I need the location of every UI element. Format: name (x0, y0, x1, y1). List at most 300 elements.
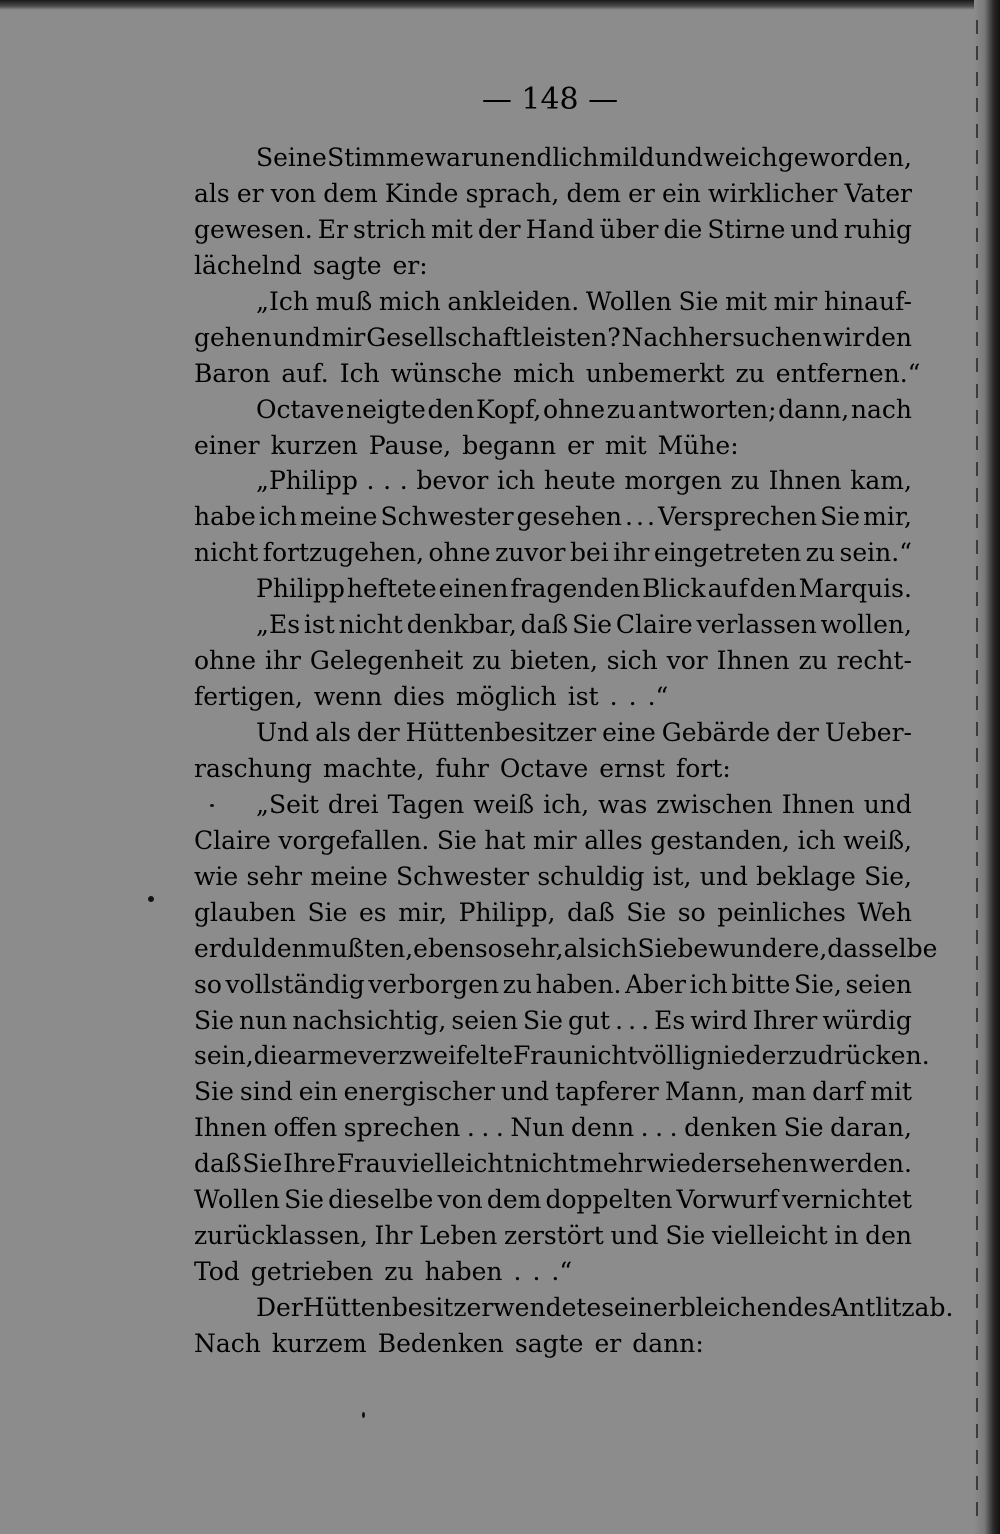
word: ich, (543, 789, 590, 819)
word: den (427, 394, 475, 424)
word: sprach, (465, 178, 560, 208)
word: völlig (637, 1041, 707, 1071)
word: war (424, 143, 474, 172)
scan-speck (362, 1412, 365, 1418)
word: wiedersehen (646, 1149, 809, 1179)
word: kam, (850, 466, 912, 496)
text-line (194, 463, 912, 499)
word: ist, (652, 861, 692, 891)
word: . (628, 1005, 637, 1035)
text-line (194, 787, 912, 823)
word: schuldig (537, 861, 645, 891)
word: gehen (194, 322, 272, 352)
word: der (477, 214, 521, 244)
word: Mühe: (657, 430, 739, 460)
top-scan-edge (0, 0, 1000, 10)
word: es (358, 897, 387, 927)
word: erbleichendes (652, 1293, 832, 1322)
text-line (194, 643, 912, 679)
word: weiß (473, 789, 535, 819)
text-line (194, 248, 912, 284)
word: . (640, 1113, 649, 1143)
word: „Es (256, 610, 301, 640)
word: ebensosehr, (413, 933, 564, 963)
text-line (194, 679, 912, 715)
word: geworden, (777, 143, 912, 172)
text-line (194, 320, 912, 356)
word: Stimme (327, 143, 425, 172)
word: ankleiden. (447, 286, 580, 316)
word: eine (602, 718, 656, 747)
word: er (567, 430, 594, 460)
word: nicht (514, 1149, 579, 1179)
word: mich (378, 286, 441, 316)
word: Gesellschaft (366, 322, 522, 352)
word: Tod (194, 1257, 240, 1287)
word: ruhig (843, 214, 912, 244)
text-line (194, 1110, 912, 1146)
word: zu (502, 969, 532, 999)
word: einen (438, 574, 509, 604)
word: Sie (820, 502, 861, 532)
word: erdulden (194, 933, 308, 963)
word: ich (497, 466, 536, 496)
text-line (194, 859, 912, 895)
text-line (194, 1003, 912, 1039)
word: wendete (493, 1293, 602, 1322)
word: denken (684, 1113, 778, 1143)
word: dem (566, 178, 621, 208)
word: verzweifelte (357, 1041, 513, 1071)
text-line (194, 176, 912, 212)
text-line (194, 499, 912, 535)
word: Octave (256, 394, 345, 424)
word: Octave (499, 753, 589, 783)
word: und (654, 143, 704, 172)
word: habe (194, 502, 256, 532)
word: energischer (343, 1077, 495, 1107)
word: tapferer (555, 1077, 659, 1107)
word: nicht (194, 538, 259, 568)
word: ohne (543, 394, 606, 424)
word: daß (520, 610, 569, 640)
word: auf. (281, 358, 329, 388)
word: . (669, 1113, 678, 1143)
word: zuvor (495, 538, 566, 568)
word: ein (298, 1077, 338, 1107)
word: Kinde (384, 178, 459, 208)
word: Ihnen (716, 646, 790, 676)
word: zu (798, 646, 828, 676)
word: Baron (194, 358, 271, 388)
word: machte, (323, 753, 425, 783)
word: ohne (194, 646, 257, 676)
scan-speck (210, 804, 214, 807)
word: Sie (436, 825, 477, 855)
text-line (194, 751, 912, 787)
word: Sie (572, 610, 613, 640)
word: bieten, (510, 646, 598, 676)
text-line (194, 392, 912, 428)
word: Es (654, 1005, 686, 1035)
word: sein.“ (839, 538, 912, 568)
word: als (194, 178, 230, 208)
word: nachsichtig, (292, 1005, 447, 1035)
word: arme (292, 1041, 358, 1071)
word: Marquis. (798, 574, 912, 604)
word: Nachher (621, 322, 732, 352)
word: Schwester (396, 861, 530, 891)
word: ihr (264, 646, 301, 676)
word: sind (239, 1077, 293, 1107)
word: ihr (613, 538, 650, 568)
word: . (495, 1113, 504, 1143)
word: und (272, 322, 321, 352)
word: Wollen (194, 1185, 280, 1215)
word: ohne (428, 538, 491, 568)
word: Philipp (256, 574, 345, 604)
word: . (655, 1113, 664, 1143)
word: raschung (194, 753, 312, 783)
word: dasselbe (827, 933, 938, 963)
word: Sie (307, 897, 348, 927)
word: mir, (863, 502, 912, 532)
word: antworten; (637, 394, 777, 424)
text-line (194, 1182, 912, 1218)
word: wird (690, 1005, 748, 1035)
word: Ihnen (768, 466, 842, 496)
scan-edge-line (976, 20, 978, 1520)
word: Ihnen (781, 789, 855, 819)
word: sagte (514, 1328, 584, 1358)
word: und (699, 861, 748, 891)
word: „Philipp (256, 466, 358, 496)
word: wir (822, 322, 865, 352)
word: . (383, 466, 392, 496)
word: sein (601, 1293, 653, 1322)
word: alles (584, 825, 643, 855)
word: sein, (194, 1041, 254, 1071)
word: gestanden, (650, 825, 790, 855)
word: vorgefallen. (278, 825, 430, 855)
word: . (625, 502, 633, 532)
word: eingetreten (653, 538, 802, 568)
word: als (315, 718, 351, 747)
word: mit (725, 286, 767, 316)
word: Sie (284, 1185, 324, 1215)
word: mit (431, 214, 473, 244)
word: mehr (579, 1149, 646, 1179)
word: über (599, 214, 659, 244)
text-line (194, 1218, 912, 1254)
word: Sie (665, 1221, 706, 1251)
word: den (865, 1221, 912, 1251)
word: er (594, 1328, 622, 1358)
word: sprechen (343, 1113, 461, 1143)
word: wenn (313, 682, 383, 712)
word: Leben (419, 1221, 498, 1251)
word: Blick (642, 574, 706, 604)
word: vielleicht (711, 1221, 828, 1251)
word: Nach (194, 1328, 261, 1358)
text-line (194, 140, 912, 176)
word: werden. (808, 1149, 912, 1179)
word: ist (303, 610, 335, 640)
word: daß (194, 1149, 242, 1179)
word: .“ (647, 682, 669, 712)
word: strich (353, 214, 426, 244)
word: Wollen (585, 286, 672, 316)
word: ist (567, 682, 599, 712)
word: Ich (339, 358, 380, 388)
word: Ihrer (752, 1005, 818, 1035)
word: Vater (844, 178, 912, 208)
word: Hüttenbesitzer (405, 718, 597, 747)
word: Stirne (707, 214, 786, 244)
word: Sie (637, 933, 678, 963)
word: morgen (624, 466, 722, 496)
word: Hüttenbesitzer (302, 1293, 494, 1322)
word: daß (567, 897, 615, 927)
word: suchen (732, 322, 822, 352)
word: fuhr (435, 753, 489, 783)
word: unendlich (473, 143, 599, 172)
text-line (194, 931, 938, 967)
word: zu (606, 394, 637, 424)
word: Sie (242, 1149, 283, 1179)
word: Claire (194, 825, 271, 855)
word: ab. (914, 1293, 954, 1322)
text-line (194, 967, 912, 1003)
word: zu (472, 646, 502, 676)
word: muß (315, 286, 373, 316)
text-line (194, 284, 912, 320)
word: vor (666, 646, 708, 676)
text-line (194, 571, 912, 607)
word: kurzen (270, 430, 358, 460)
word: leisten? (522, 322, 621, 352)
word: Antlitz (831, 1293, 915, 1322)
word: drei (327, 789, 379, 819)
word: . (399, 466, 408, 496)
word: Sie, (793, 969, 842, 999)
text-line (194, 212, 912, 248)
word: Er (317, 214, 348, 244)
word: dann, (778, 394, 850, 424)
word: Sie (626, 897, 667, 927)
word: vielleicht (397, 1149, 514, 1179)
word: dem (323, 178, 378, 208)
text-line (194, 428, 912, 464)
word: was (598, 789, 648, 819)
word: Sie (194, 1077, 234, 1107)
word: meine (300, 502, 378, 532)
word: zurücklassen, (194, 1221, 368, 1251)
body-text (194, 140, 954, 1362)
word: verlassen (696, 610, 817, 640)
word: in (834, 1221, 859, 1251)
scan-speck (148, 896, 154, 902)
word: zu (735, 358, 765, 388)
word: ich (258, 502, 297, 532)
text-line (194, 356, 921, 392)
word: wirklicher (708, 178, 838, 208)
word: dieselbe (328, 1185, 434, 1215)
word: verborgen (368, 969, 500, 999)
word: Frau (336, 1149, 397, 1179)
word: Schwester (380, 502, 514, 532)
text-line (194, 1290, 954, 1326)
word: denkbar, (406, 610, 517, 640)
word: würdig (822, 1005, 912, 1035)
word: gut (567, 1005, 611, 1035)
word: bevor (416, 466, 489, 496)
word: den (865, 322, 912, 352)
word: bei (569, 538, 609, 568)
word: Tagen (387, 789, 465, 819)
word: glauben (194, 897, 296, 927)
word: der (356, 718, 400, 747)
word: daran, (830, 1113, 912, 1143)
word: zu (805, 538, 836, 568)
word: Versprechen (658, 502, 818, 532)
word: dies (393, 682, 445, 712)
word: ich (689, 969, 728, 999)
text-line (194, 1326, 912, 1362)
word: Weh (857, 897, 912, 927)
word: haben. (535, 969, 622, 999)
word: gewesen. (194, 214, 313, 244)
word: den (749, 574, 797, 604)
word: zu (384, 1257, 414, 1287)
word: ich (797, 825, 836, 855)
word: von (270, 178, 317, 208)
word: nicht (573, 1041, 638, 1071)
word: weiß, (843, 825, 912, 855)
word: . (615, 1005, 624, 1035)
word: mußten, (307, 933, 414, 963)
word: Gebärde (661, 718, 771, 747)
text-line (194, 895, 912, 931)
word: . (466, 1113, 475, 1143)
word: nun (238, 1005, 288, 1035)
word: heute (543, 466, 616, 496)
word: Ihr (374, 1221, 413, 1251)
word: gesehen (516, 502, 622, 532)
word: auf (707, 574, 748, 604)
text-line (194, 1254, 912, 1290)
word: so (677, 897, 706, 927)
word: einer (194, 430, 260, 460)
word: Sie (678, 286, 719, 316)
word: Sie (194, 1005, 234, 1035)
word: Sie (783, 1113, 824, 1143)
word: „Ich (256, 286, 309, 316)
word: und (790, 214, 839, 244)
word: darf (812, 1077, 865, 1107)
word: vernichtet (782, 1185, 912, 1215)
word: die (663, 214, 703, 244)
word: seien (845, 969, 912, 999)
word: .“ (551, 1257, 573, 1287)
word: möglich (455, 682, 557, 712)
word: Pause, (368, 430, 452, 460)
word: er (628, 178, 655, 208)
text-line (194, 1146, 912, 1182)
word: bitte (731, 969, 791, 999)
word: peinliches (717, 897, 846, 927)
word: mir, (398, 897, 448, 927)
word: mit (604, 430, 647, 460)
word: mild (598, 143, 655, 172)
word: Aber (625, 969, 686, 999)
page-number: — 148 — (481, 82, 619, 117)
word: Hand (525, 214, 595, 244)
word: Bedenken (377, 1328, 504, 1358)
word: und (863, 789, 912, 819)
word: mit (870, 1077, 912, 1107)
word: nach (850, 394, 912, 424)
word: . (609, 682, 618, 712)
word: Der (256, 1293, 303, 1322)
word: mir (773, 286, 818, 316)
word: meine (310, 861, 388, 891)
word: . (513, 1257, 522, 1287)
word: fragenden (510, 574, 641, 604)
word: . (641, 1005, 650, 1035)
word: heftete (346, 574, 437, 604)
word: der (776, 718, 819, 747)
word: ein (662, 178, 701, 208)
word: vollständig (225, 969, 365, 999)
word: von (437, 1185, 483, 1215)
text-line (194, 535, 912, 571)
word: Philipp, (458, 897, 556, 927)
word: kurzem (271, 1328, 367, 1358)
text-line (194, 823, 912, 859)
word: als (563, 933, 600, 963)
text-line (194, 1038, 930, 1074)
word: . (628, 682, 637, 712)
word: mir (533, 825, 577, 855)
word: Gelegenheit (309, 646, 464, 676)
word: Nun (510, 1113, 565, 1143)
word: zu (730, 466, 760, 496)
word: Ueber- (824, 718, 912, 747)
word: . (532, 1257, 541, 1287)
word: bewundere, (677, 933, 828, 963)
word: „Seit (256, 789, 319, 819)
word: fort: (676, 753, 731, 783)
word: wollen, (820, 610, 912, 640)
word: seien (451, 1005, 518, 1035)
word: doppelten (545, 1185, 673, 1215)
word: und (610, 1221, 659, 1251)
word: . (481, 1113, 490, 1143)
word: und (500, 1077, 550, 1107)
word: niederzudrücken. (706, 1041, 930, 1071)
word: Mann, (664, 1077, 746, 1107)
word: wünsche (390, 358, 503, 388)
word: Claire (615, 610, 693, 640)
word: beklage (756, 861, 856, 891)
word: sagte (312, 250, 382, 280)
word: unbemerkt (585, 358, 725, 388)
word: Sie, (864, 861, 912, 891)
word: entfernen.“ (775, 358, 921, 388)
word: fortzugehen, (262, 538, 425, 568)
word: offen (273, 1113, 338, 1143)
